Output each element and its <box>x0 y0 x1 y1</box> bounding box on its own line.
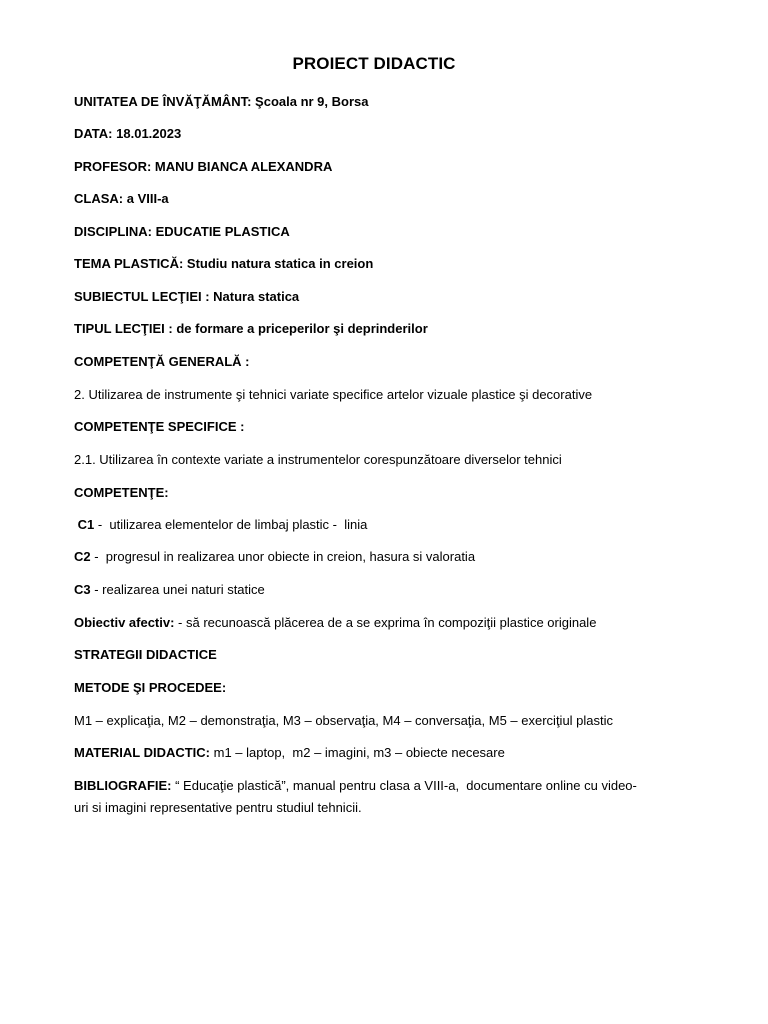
field-unitatea <box>74 91 684 112</box>
c3-text: - realizarea unei naturi statice <box>90 582 265 597</box>
metode-heading: METODE ŞI PROCEDEE: <box>74 680 227 695</box>
competente-specifice-heading: COMPETENŢE SPECIFICE : <box>74 419 245 434</box>
competente-specifice-text: 2.1. Utilizarea în contexte variate a instrumentelor corespunzătoare diverselor tehnici <box>74 452 562 467</box>
document-title: PROIECT DIDACTIC <box>292 54 456 73</box>
obiectiv-label: Obiectiv afectiv: <box>74 615 175 630</box>
field-subiectul <box>74 286 684 307</box>
material-didactic <box>74 742 684 763</box>
c3-label: C3 <box>74 582 91 597</box>
tema-value: Studiu natura statica in creion <box>186 256 374 271</box>
bibliografie-label: BIBLIOGRAFIE: <box>74 778 172 793</box>
profesor-label: PROFESOR: <box>74 159 152 174</box>
subiectul-value: Natura statica <box>213 289 300 304</box>
subiectul-label: SUBIECTUL LECŢIEI : <box>74 289 210 304</box>
competenta-generala-heading: COMPETENŢĂ GENERALĂ : <box>74 354 250 369</box>
competenta-generala-text: 2. Utilizarea de instrumente şi tehnici variate specifice artelor vizuale plastice şi decorative <box>74 387 593 402</box>
c2-text: - progresul in realizarea unor obiecte in creion, hasura si valoratia <box>90 549 476 564</box>
bibliografie-text-1: “ Educaţie plastică”, manual pentru clasa a VIII-a, documentare online cu video- <box>171 778 637 793</box>
field-profesor <box>74 156 684 177</box>
data-value: 18.01.2023 <box>116 126 182 141</box>
disciplina-label: DISCIPLINA: <box>74 224 152 239</box>
clasa-value: a VIII-a <box>126 191 169 206</box>
material-text: m1 – laptop, m2 – imagini, m3 – obiecte necesare <box>210 745 505 760</box>
tema-label: TEMA PLASTICĂ: <box>74 256 184 271</box>
field-data <box>74 123 684 144</box>
unitatea-label: UNITATEA DE ÎNVĂŢĂMÂNT: <box>74 94 252 109</box>
competenta-c3 <box>74 579 684 600</box>
competente-heading: COMPETENŢE: <box>74 485 169 500</box>
obiectiv-text: - să recunoască plăcerea de a se exprima în compoziţii plastice originale <box>174 615 597 630</box>
field-tipul <box>74 318 684 339</box>
tipul-value: de formare a priceperilor şi deprinderilor <box>176 321 428 336</box>
c1-label: C1 <box>74 517 95 532</box>
field-tema <box>74 253 684 274</box>
data-label: DATA: <box>74 126 113 141</box>
bibliografie-line-2: uri si imagini representative pentru studiul tehnicii. <box>74 800 362 815</box>
strategii-heading: STRATEGII DIDACTICE <box>74 647 217 662</box>
obiectiv-afectiv <box>74 612 684 633</box>
bibliografie-line-1 <box>74 775 684 796</box>
competenta-c2 <box>74 546 684 567</box>
competenta-c1 <box>74 514 684 535</box>
unitatea-value: Şcoala nr 9, Borsa <box>255 94 369 109</box>
metode-text: M1 – explicaţia, M2 – demonstraţia, M3 – observaţia, M4 – conversaţia, M5 – exerciţiul plastic <box>74 713 614 728</box>
tipul-label: TIPUL LECŢIEI : <box>74 321 173 336</box>
c2-label: C2 <box>74 549 91 564</box>
disciplina-value: EDUCATIE PLASTICA <box>155 224 290 239</box>
profesor-value: MANU BIANCA ALEXANDRA <box>154 159 333 174</box>
field-clasa <box>74 188 684 209</box>
clasa-label: CLASA: <box>74 191 124 206</box>
field-disciplina <box>74 221 684 242</box>
c1-text: - utilizarea elementelor de limbaj plastic - linia <box>94 517 368 532</box>
material-label: MATERIAL DIDACTIC: <box>74 745 211 760</box>
